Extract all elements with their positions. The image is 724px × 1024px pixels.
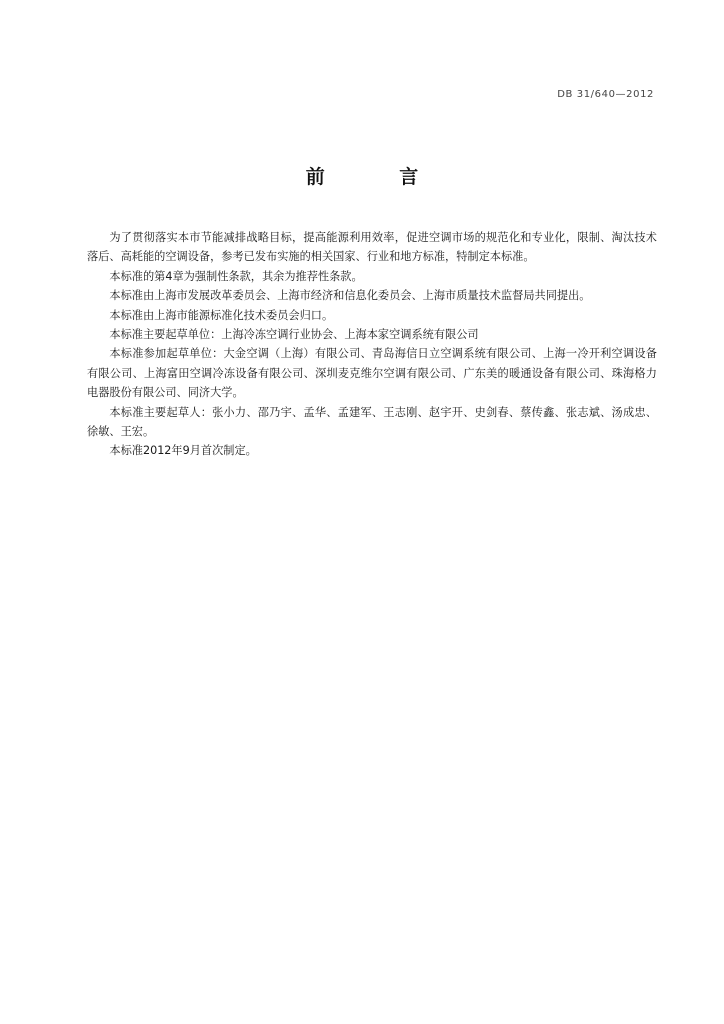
paragraph-proposers: 本标准由上海市发展改革委员会、上海市经济和信息化委员会、上海市质量技术监督局共同提出。: [109, 289, 591, 303]
paragraph-participating-units: 本标准参加起草单位：大金空调（上海）有限公司、青岛海信日立空调系统有限公司、上海一冷开利空调设备有限公司、上海富田空调冷冻设备有限公司、深圳麦克维尔空调有限公司、广东美的暖通设备有限公司、珠海格力电器股份有限公司、同济大学。: [87, 347, 657, 400]
paragraph-mandatory-clauses: 本标准的第4章为强制性条款，其余为推荐性条款。: [109, 269, 363, 283]
paragraph-centralized-management: 本标准由上海市能源标准化技术委员会归口。: [109, 308, 334, 322]
paragraph-purpose: 为了贯彻落实本市节能减排战略目标，提高能源利用效率，促进空调市场的规范化和专业化，限制、淘汰技术落后、高耗能的空调设备，参考已发布实施的相关国家、行业和地方标准，特制定本标准。: [87, 231, 657, 264]
paragraph-main-drafting-units: 本标准主要起草单位：上海冷冻空调行业协会、上海本家空调系统有限公司: [109, 328, 479, 342]
paragraph-main-drafters: 本标准主要起草人：张小力、邵乃宇、孟华、孟建军、王志刚、赵宇开、史剑春、蔡传鑫、张志斌、汤成忠、徐敏、王宏。: [87, 405, 657, 439]
foreword-body: [87, 228, 657, 461]
paragraph-first-issued: 本标准2012年9月首次制定。: [109, 444, 257, 458]
standard-code: DB 31/640—2012: [557, 89, 654, 100]
page-heading: 前 言: [305, 166, 453, 188]
